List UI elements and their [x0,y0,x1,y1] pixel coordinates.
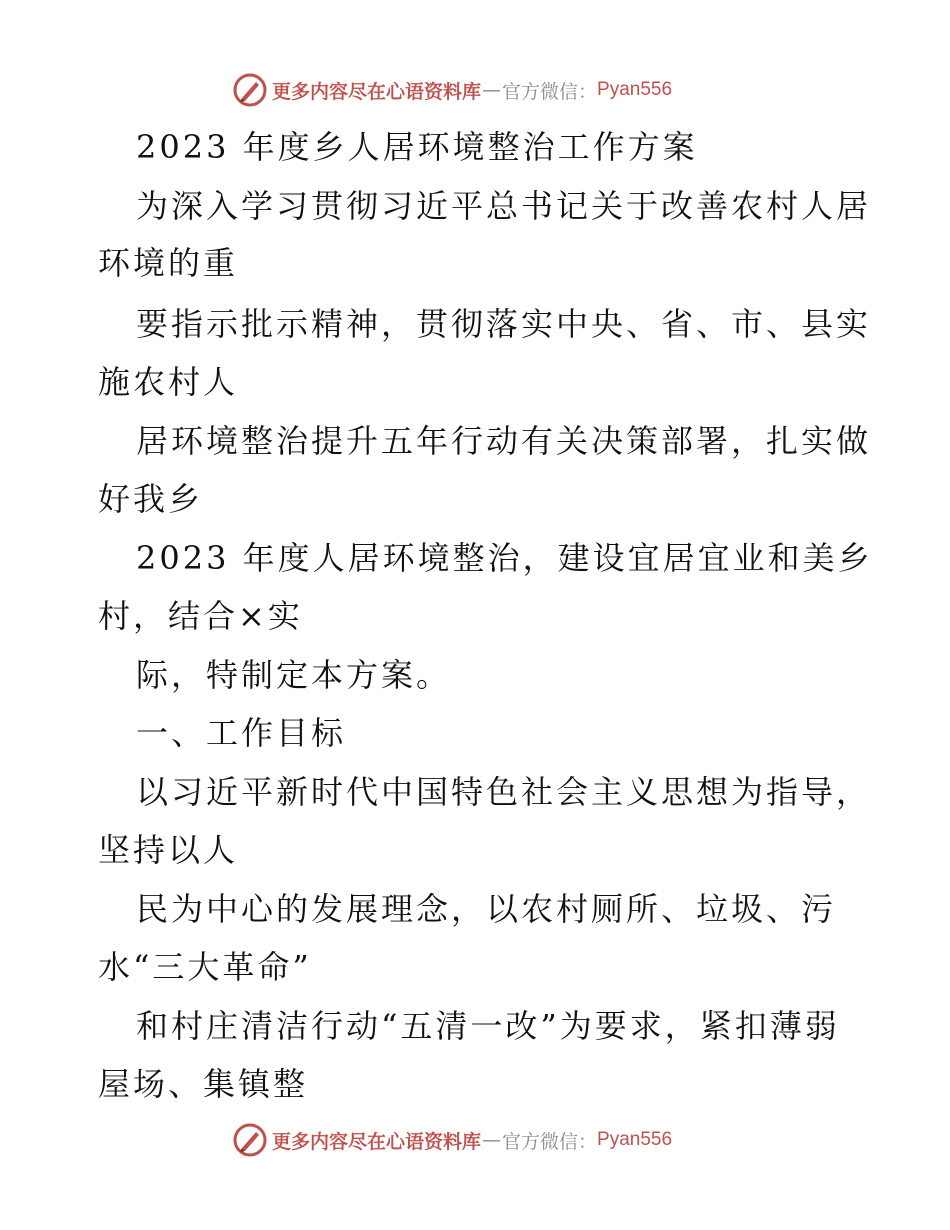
section-heading: 一、工作目标 [136,714,347,752]
watermark-text: 更多内容尽在心语资料库 [272,1130,482,1153]
paragraph-line: 水“三大革命” [98,948,312,986]
paragraph-line: 好我乡 [98,480,204,518]
pen-logo-icon [232,72,268,108]
paragraph-line: 居环境整治提升五年行动有关决策部署，扎实做 [136,422,872,460]
paragraph-line: 为深入学习贯彻习近平总书记关于改善农村人居 [136,187,872,225]
pen-logo-icon [232,1122,268,1158]
watermark-separator: — [482,79,502,101]
watermark-wechat-label: 官方微信： [502,1130,598,1153]
watermark-wechat-id: Pyan556 [597,1129,673,1150]
paragraph-line: 村，结合×实 [98,597,303,635]
paragraph-line: 施农村人 [98,363,239,401]
watermark-text: 更多内容尽在心语资料库 [272,80,482,103]
paragraph-line: 环境的重 [98,244,239,282]
paragraph-line: 2023 年度人居环境整治，建设宜居宜业和美乡 [136,539,873,577]
paragraph-line: 际，特制定本方案。 [136,656,452,694]
paragraph-line: 要指示批示精神，贯彻落实中央、省、市、县实 [136,305,872,343]
document-title: 2023 年度乡人居环境整治工作方案 [136,128,698,166]
paragraph-line: 民为中心的发展理念，以农村厕所、垃圾、污 [136,890,837,928]
watermark-separator: — [482,1129,502,1151]
watermark-footer [232,1120,672,1160]
watermark-wechat-id: Pyan556 [597,79,673,100]
paragraph-line: 以习近平新时代中国特色社会主义思想为指导， [136,773,872,811]
watermark-header [232,70,672,110]
watermark-wechat-label: 官方微信： [502,80,598,103]
paragraph-line: 和村庄清洁行动“五清一改”为要求，紧扣薄弱 [136,1007,840,1045]
paragraph-line: 坚持以人 [98,831,239,869]
paragraph-line: 屋场、集镇整 [98,1065,309,1103]
